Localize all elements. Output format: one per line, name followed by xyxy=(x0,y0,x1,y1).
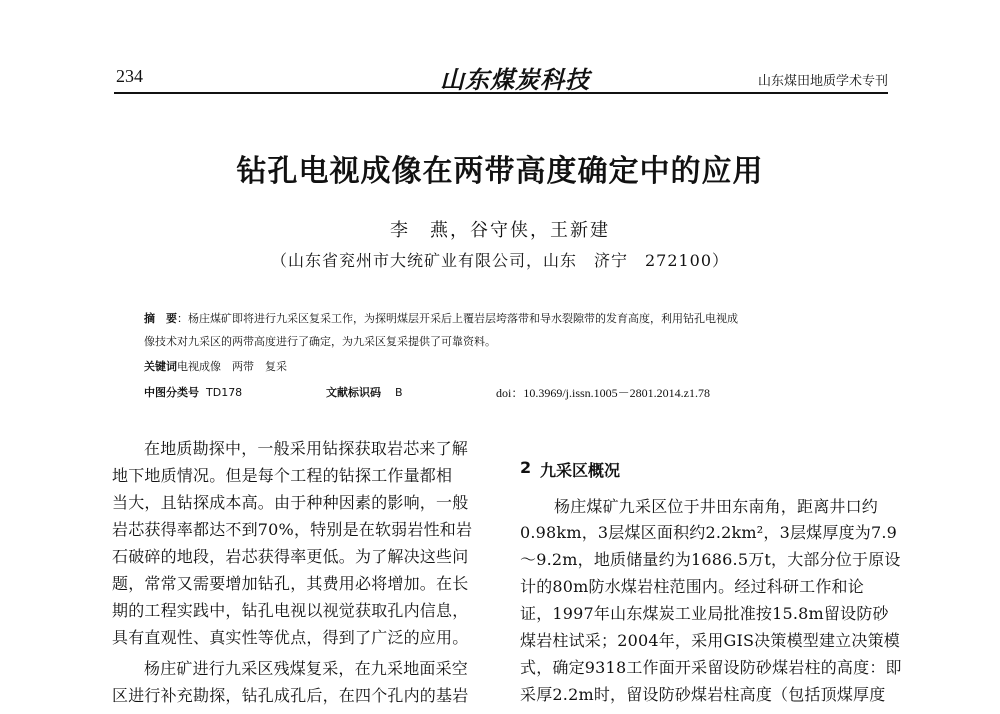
doc-code-label: 文献标识码 xyxy=(326,386,381,399)
journal-logo: 山东煤炭科技 xyxy=(440,65,590,94)
page-number: 234 xyxy=(116,66,143,86)
keywords-label: 关键词 xyxy=(144,360,177,373)
section-heading: 九采区概况 xyxy=(540,461,621,480)
clc-label: 中图分类号 xyxy=(144,386,199,399)
right-paragraph-line: 证，1997年山东煤炭工业局批准按15.8m留设防砂 xyxy=(520,604,889,623)
left-paragraph-line: 地下地质情况。但是每个工程的钻探工作量都相 xyxy=(112,466,453,485)
header-rule xyxy=(114,92,888,94)
left-paragraph-line: 岩芯获得率都达不到70%，特别是在软弱岩性和岩 xyxy=(112,520,473,539)
right-paragraph-line: ～9.2m，地质储量约为1686.5万t，大部分位于原设 xyxy=(520,550,901,569)
abstract-label: 摘 要 xyxy=(144,312,177,325)
right-paragraph-line: 0.98km，3层煤区面积约2.2km²，3层煤厚度为7.9 xyxy=(520,523,898,542)
left-paragraph-line: 区进行补充勘探，钻孔成孔后，在四个孔内的基岩 xyxy=(112,686,469,705)
keywords xyxy=(144,358,287,374)
left-paragraph-line: 在地质勘探中，一般采用钻探获取岩芯来了解 xyxy=(144,439,469,458)
section-number: 2 xyxy=(520,458,532,477)
abstract-line-1 xyxy=(144,310,738,326)
left-paragraph-line: 具有直观性、真实性等优点，得到了广泛的应用。 xyxy=(112,628,469,647)
doi: doi：10.3969/j.issn.1005－2801.2014.z1.78 xyxy=(496,386,711,400)
affiliation: （山东省兖州市大统矿业有限公司，山东 济宁 272100） xyxy=(270,251,730,270)
right-paragraph-line: 采厚2.2m时，留设防砂煤岩柱高度（包括顶煤厚度 xyxy=(520,685,886,704)
left-paragraph-line: 石破碎的地段，岩芯获得率更低。为了解决这些问 xyxy=(112,547,469,566)
clc-number xyxy=(144,384,242,400)
abstract-text-1: ：杨庄煤矿即将进行九采区复采工作，为探明煤层开采后上覆岩层垮落带和导水裂隙带的发育高度，利用钻孔电视成 xyxy=(177,312,738,325)
left-paragraph-line: 当大，且钻探成本高。由于种种因素的影响，一般 xyxy=(112,493,469,512)
authors: 李 燕，谷守侠，王新建 xyxy=(390,220,610,241)
left-paragraph-line: 题，常常又需要增加钻孔，其费用必将增加。在长 xyxy=(112,574,469,593)
paper-title: 钻孔电视成像在两带高度确定中的应用 xyxy=(236,154,764,189)
right-paragraph-line: 计的80m防水煤岩柱范围内。经过科研工作和论 xyxy=(520,577,864,596)
clc-value: TD178 xyxy=(206,386,243,399)
left-paragraph-line: 杨庄矿进行九采区残煤复采，在九采地面采空 xyxy=(144,659,469,678)
right-paragraph-line: 杨庄煤矿九采区位于井田东南角，距离井口约 xyxy=(554,497,879,516)
special-issue-label: 山东煤田地质学术专刊 xyxy=(757,74,888,89)
right-paragraph-line: 式，确定9318工作面开采留设防砂煤岩柱的高度：即 xyxy=(520,658,902,677)
document-code xyxy=(326,384,403,400)
left-paragraph-line: 期的工程实践中，钻孔电视以视觉获取孔内信息， xyxy=(112,601,469,620)
right-paragraph-line: 煤岩柱试采；2004年，采用GIS决策模型建立决策模 xyxy=(520,631,900,650)
doc-code-value: B xyxy=(395,386,403,399)
abstract-line-2: 像技术对九采区的两带高度进行了确定，为九采区复采提供了可靠资料。 xyxy=(144,335,496,348)
keywords-value: 电视成像 两带 复采 xyxy=(177,360,287,373)
